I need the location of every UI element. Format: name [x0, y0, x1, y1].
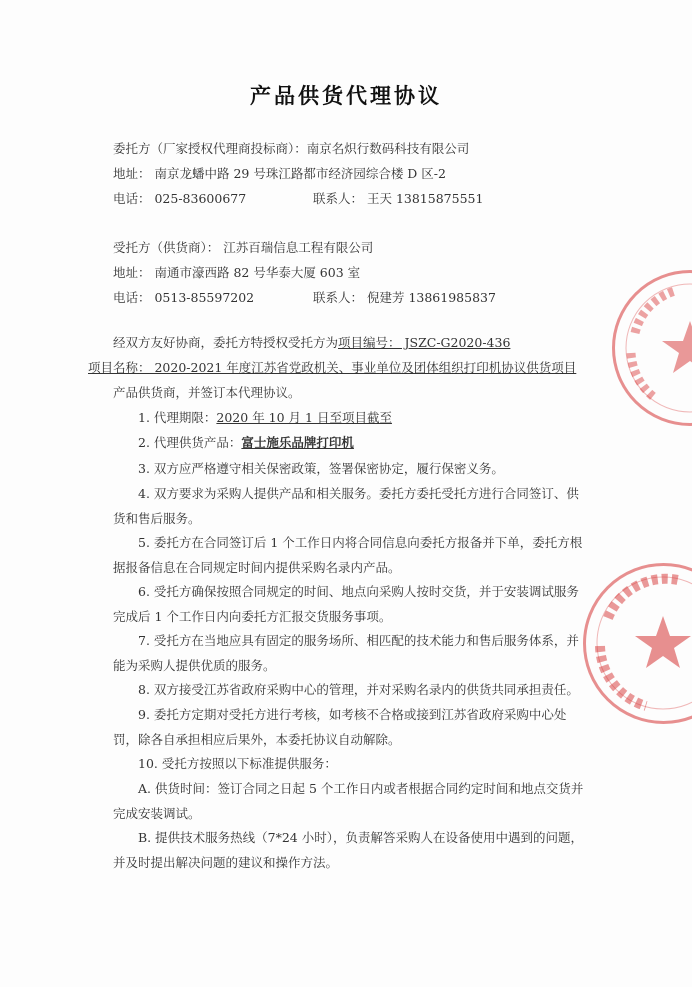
clause-1-label: 1. 代理期限：	[138, 410, 217, 425]
principal-address: 地址： 南京龙蟠中路 29 号珠江路都市经济园综合楼 D 区-2	[113, 166, 446, 181]
agency-period: 2020 年 10 月 1 日至项目截至	[216, 410, 392, 425]
company-seal-upper	[612, 270, 692, 426]
principal-phone: 电话： 025-83600677	[113, 191, 247, 206]
agency-product: 富士施乐品牌打印机	[241, 435, 354, 450]
clause-3: 3. 双方应严格遵守相关保密政策，签署保密协定，履行保密义务。	[138, 461, 504, 476]
page-title: 产品供货代理协议	[250, 83, 442, 108]
intro-prefix: 经双方友好协商，委托方特授权受托方为	[113, 335, 339, 350]
clause-b: B. 提供技术服务热线（7*24 小时），负责解答采购人在设备使用中遇到的问题，并及时提出解决问题的建议和操作方法。	[113, 830, 583, 870]
principal-contact: 联系人： 王天 13815875551	[313, 191, 484, 206]
agent-contact: 联系人： 倪建芳 13861985837	[313, 290, 496, 305]
clause-6: 6. 受托方确保按照合同规定的时间、地点向采购人按时交货，并于安装调试服务完成后 1 个工作日内向委托方汇报交货服务事项。	[113, 584, 579, 624]
agent-phone: 电话： 0513-85597202	[113, 290, 255, 305]
agent-name: 受托方（供货商）： 江苏百瑞信息工程有限公司	[113, 240, 374, 255]
clause-7: 7. 受托方在当地应具有固定的服务场所、相匹配的技术能力和售后服务体系，并能为采购人提供优质的服务。	[113, 633, 579, 673]
clause-2	[113, 430, 588, 455]
intro-suffix: 产品供货商，并签订本代理协议。	[113, 385, 301, 400]
clause-2-label: 2. 代理供货产品：	[138, 435, 242, 450]
clause-5: 5. 委托方在合同签订后 1 个工作日内将合同信息向委托方报备并下单，委托方根据报备信息在合同规定时间内提供采购名录内产品。	[113, 535, 583, 575]
clause-9: 9. 委托方定期对受托方进行考核，如考核不合格或接到江苏省政府采购中心处罚，除各自承担相应后果外，本委托协议自动解除。	[113, 707, 567, 747]
clause-a: A. 供货时间：签订合同之日起 5 个工作日内或者根据合同约定时间和地点交货并完成安装调试。	[113, 781, 584, 821]
company-seal-lower	[583, 563, 692, 724]
agent-address: 地址： 南通市濠西路 82 号华泰大厦 603 室	[113, 265, 361, 280]
clause-8: 8. 双方接受江苏省政府采购中心的管理，并对采购名录内的供货共同承担责任。	[138, 682, 579, 697]
project-number: 项目编号： JSZC-G2020-436	[338, 335, 511, 350]
intro-paragraph	[88, 330, 588, 405]
clause-10: 10. 受托方按照以下标准提供服务：	[138, 756, 337, 771]
clause-4: 4. 双方要求为采购人提供产品和相关服务。委托方委托受托方进行合同签订、供货和售后服务。	[113, 486, 579, 526]
project-name: 项目名称： 2020-2021 年度江苏省党政机关、事业单位及团体组织打印机协议供货项目	[88, 360, 577, 375]
principal-name: 委托方（厂家授权代理商投标商）：南京名炽行数码科技有限公司	[113, 141, 470, 156]
clause-1	[113, 405, 588, 430]
